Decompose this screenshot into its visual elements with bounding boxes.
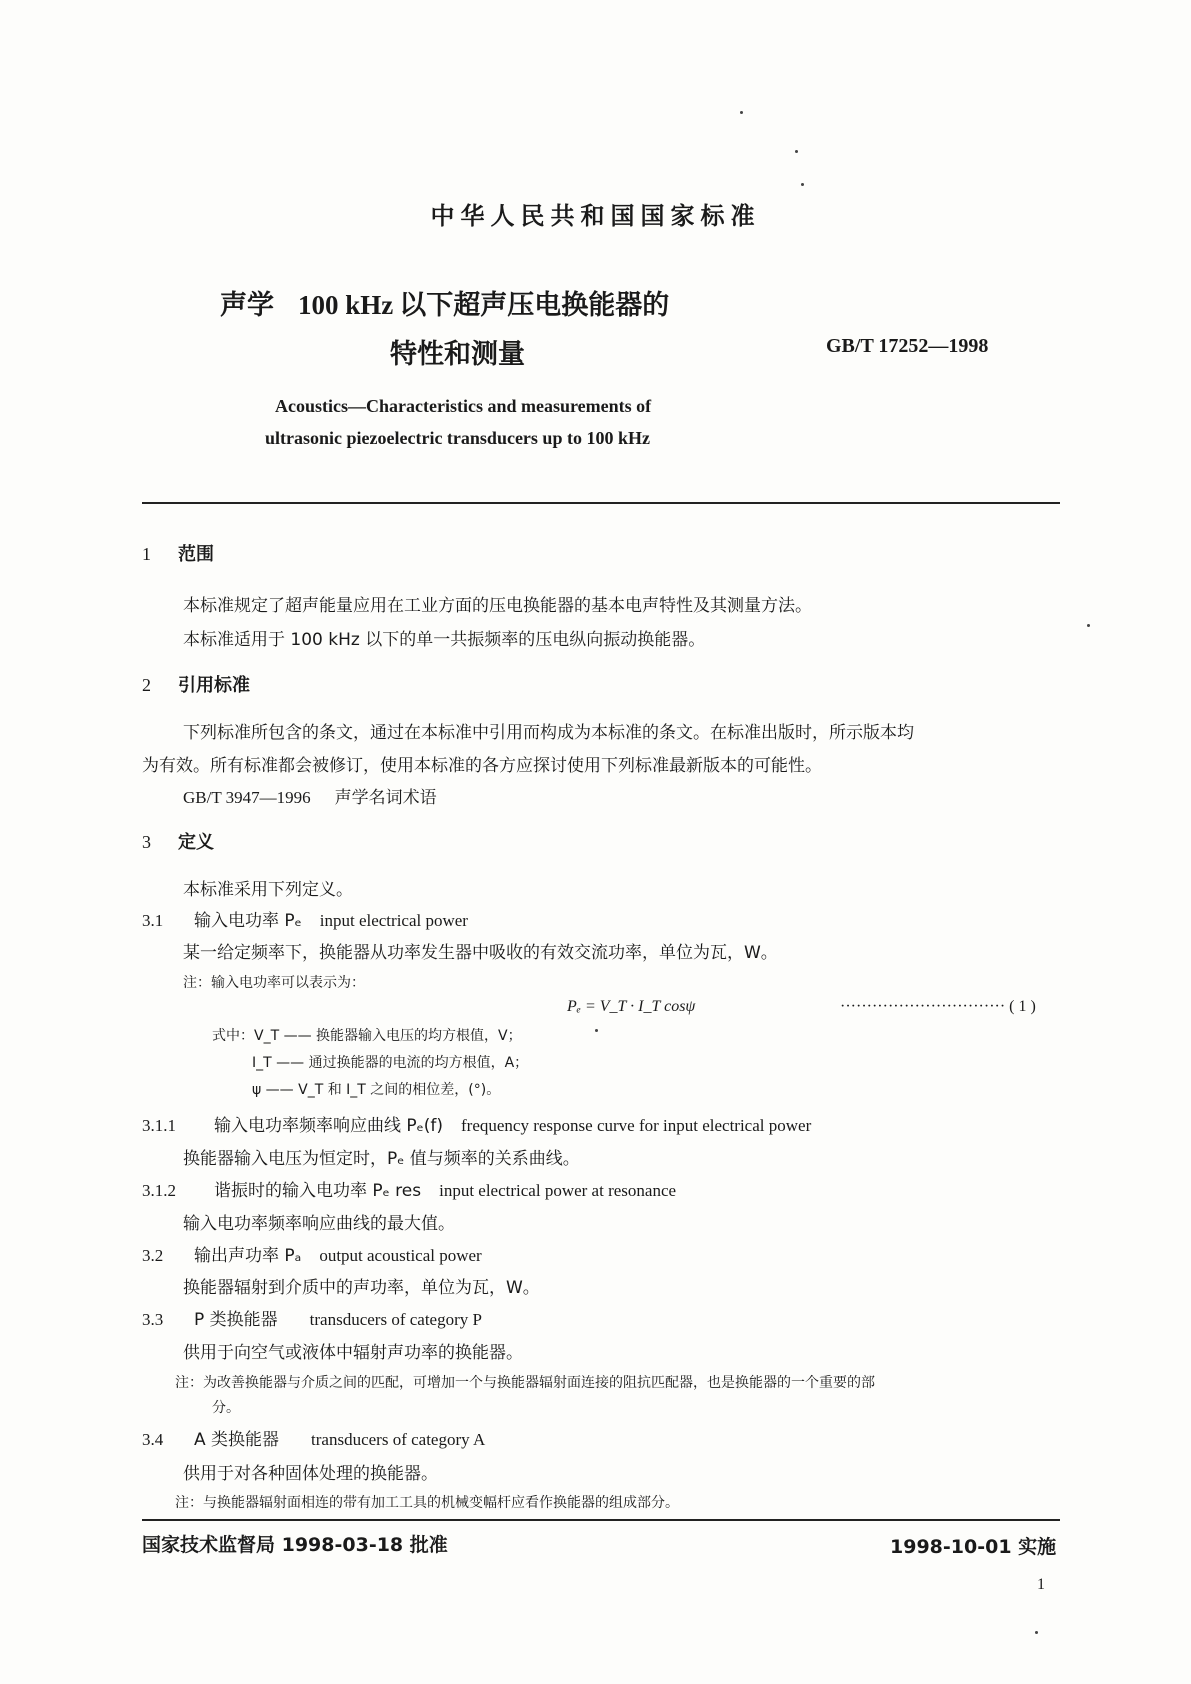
reference-entry [183, 783, 437, 808]
definition-3-1-text: 某一给定频率下，换能器从功率发生器中吸收的有效交流功率，单位为瓦，W。 [183, 943, 778, 963]
section-2-title: 引用标准 [178, 675, 250, 696]
definition-3-2-heading [142, 1241, 482, 1266]
definition-3-1-heading [142, 906, 468, 931]
title-cn-line2: 特性和测量 [390, 339, 525, 370]
title-en-line2: ultrasonic piezoelectric transducers up to 100 kHz [265, 428, 650, 448]
section-3-intro: 本标准采用下列定义。 [183, 880, 353, 900]
definition-number: 3.4 [142, 1430, 164, 1449]
top-divider [142, 502, 1060, 504]
equation-number: ( 1 ) [1009, 998, 1036, 1015]
scan-speck [795, 150, 798, 153]
where-line-3: ψ —— V_T 和 I_T 之间的相位差，(°)。 [252, 1082, 501, 1098]
document-header: 中华人民共和国国家标准 [430, 202, 761, 230]
definition-number: 3.1.1 [142, 1116, 176, 1135]
definition-3-1-note: 注：输入电功率可以表示为： [183, 975, 365, 991]
definition-3-1-2-heading [142, 1176, 676, 1201]
section-3-number: 3 [142, 832, 151, 852]
scan-speck [1087, 624, 1090, 627]
definition-term-en: output acoustical power [319, 1246, 482, 1265]
definition-term: 输入电功率 Pₑ [194, 911, 302, 931]
definition-3-1-1-text: 换能器输入电压为恒定时，Pₑ 值与频率的关系曲线。 [183, 1149, 580, 1169]
title-cn-part-b: 100 kHz [298, 290, 394, 320]
reference-title: 声学名词术语 [334, 788, 437, 808]
scan-speck [1035, 1631, 1038, 1634]
definition-3-3-note-line2: 分。 [212, 1400, 240, 1416]
equation-dots: ······························· [840, 998, 1006, 1015]
definition-term-en: transducers of category P [309, 1310, 482, 1329]
definition-term: 谐振时的输入电功率 Pₑ res [214, 1181, 422, 1201]
section-2-paragraph-line1: 下列标准所包含的条文，通过在本标准中引用而构成为本标准的条文。在标准出版时，所示版本均 [183, 723, 914, 743]
definition-3-3-note-line1: 注：为改善换能器与介质之间的匹配，可增加一个与换能器辐射面连接的阻抗匹配器，也是换能器的一个重要的部 [175, 1375, 875, 1391]
approval-date: 国家技术监督局 1998-03-18 批准 [142, 1534, 448, 1556]
standard-number: GB/T 17252—1998 [826, 335, 989, 357]
equation: Pₑ = V_T · I_T cosψ [567, 998, 696, 1015]
definition-3-1-2-text: 输入电功率频率响应曲线的最大值。 [183, 1214, 455, 1234]
definition-term: 输入电功率频率响应曲线 Pₑ(f) [214, 1116, 443, 1136]
definition-3-4-note: 注：与换能器辐射面相连的带有加工工具的机械变幅杆应看作换能器的组成部分。 [175, 1495, 679, 1511]
reference-code: GB/T 3947—1996 [183, 788, 311, 807]
section-1-title: 范围 [178, 544, 214, 565]
effective-date: 1998-10-01 实施 [890, 1536, 1057, 1558]
title-en-line1: Acoustics—Characteristics and measurements of [275, 396, 652, 416]
section-3-title: 定义 [178, 832, 214, 853]
definition-term: P 类换能器 [194, 1310, 278, 1330]
where-line-2: I_T —— 通过换能器的电流的均方根值，A； [252, 1055, 529, 1071]
section-2-paragraph-line2: 为有效。所有标准都会被修订，使用本标准的各方应探讨使用下列标准最新版本的可能性。 [142, 756, 822, 776]
definition-3-4-text: 供用于对各种固体处理的换能器。 [183, 1464, 438, 1484]
section-1-paragraph-1: 本标准规定了超声能量应用在工业方面的压电换能器的基本电声特性及其测量方法。 [183, 596, 812, 616]
definition-number: 3.1 [142, 911, 164, 930]
title-cn-part-c: 以下超声压电换能器的 [399, 290, 670, 321]
definition-number: 3.3 [142, 1310, 164, 1329]
page-number: 1 [1037, 1576, 1045, 1593]
definition-term: 输出声功率 Pₐ [194, 1246, 302, 1266]
section-3-heading [142, 828, 214, 854]
scan-speck [740, 111, 743, 114]
bottom-divider [142, 1519, 1060, 1521]
scan-speck [595, 1029, 598, 1032]
definition-term-en: input electrical power [319, 911, 468, 930]
definition-number: 3.1.2 [142, 1181, 176, 1200]
section-1-paragraph-2: 本标准适用于 100 kHz 以下的单一共振频率的压电纵向振动换能器。 [183, 630, 706, 650]
section-1-heading [142, 540, 214, 566]
definition-3-3-text: 供用于向空气或液体中辐射声功率的换能器。 [183, 1343, 523, 1363]
definition-3-2-text: 换能器辐射到介质中的声功率，单位为瓦，W。 [183, 1278, 540, 1298]
definition-term: A 类换能器 [194, 1430, 280, 1450]
definition-term-en: frequency response curve for input electrical power [461, 1116, 812, 1135]
section-2-number: 2 [142, 675, 151, 695]
definition-3-1-1-heading [142, 1111, 811, 1136]
definition-term-en: input electrical power at resonance [439, 1181, 677, 1200]
definition-number: 3.2 [142, 1246, 164, 1265]
definition-term-en: transducers of category A [311, 1430, 486, 1449]
definition-3-4-heading [142, 1425, 485, 1450]
scan-speck [801, 183, 804, 186]
title-cn-line1 [220, 283, 669, 322]
title-cn-part-a: 声学 [220, 290, 274, 321]
equation-leader [840, 998, 1036, 1016]
section-1-number: 1 [142, 544, 151, 564]
section-2-heading [142, 671, 250, 697]
definition-3-3-heading [142, 1305, 482, 1330]
where-line-1: 式中：V_T —— 换能器输入电压的均方根值，V； [212, 1028, 522, 1044]
